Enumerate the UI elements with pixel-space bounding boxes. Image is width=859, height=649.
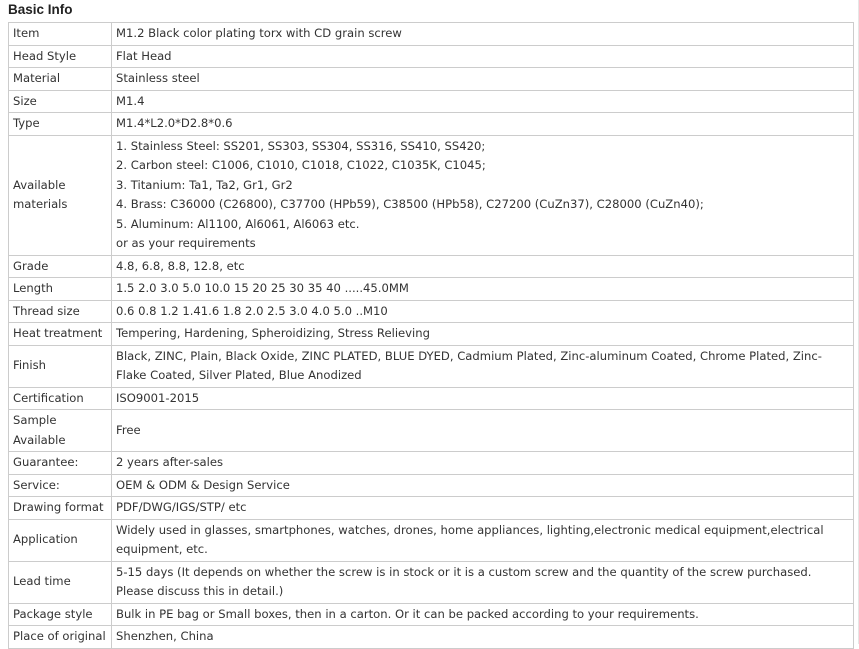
table-row-available-materials	[9, 135, 854, 255]
table-row-service	[9, 474, 854, 497]
table-row-certification	[9, 387, 854, 410]
table-row-item	[9, 23, 854, 46]
row-label: Material	[9, 68, 112, 91]
section-title: Basic Info	[8, 2, 73, 17]
row-value: 4.8, 6.8, 8.8, 12.8, etc	[112, 255, 854, 278]
row-value: Flat Head	[112, 45, 854, 68]
material-line: 3. Titanium: Ta1, Ta2, Gr1, Gr2	[116, 177, 293, 192]
row-label: Sample Available	[9, 410, 112, 452]
row-label: Thread size	[9, 300, 112, 323]
row-value: M1.2 Black color plating torx with CD grain screw	[112, 23, 854, 46]
table-row-size	[9, 90, 854, 113]
row-label: Heat treatment	[9, 323, 112, 346]
row-value: M1.4*L2.0*D2.8*0.6	[112, 113, 854, 136]
row-value: 5-15 days (It depends on whether the screw is in stock or it is a custom screw and the quantity of the screw purchased. Please discuss this in detail.)	[112, 561, 854, 603]
row-label: Finish	[9, 345, 112, 387]
basic-info-table	[8, 22, 854, 649]
table-row-application	[9, 519, 854, 561]
table-row-material	[9, 68, 854, 91]
row-label: Head Style	[9, 45, 112, 68]
row-value: Widely used in glasses, smartphones, watches, drones, home appliances, lighting,electronic medical equipment,electrical equipment, etc.	[112, 519, 854, 561]
row-label: Grade	[9, 255, 112, 278]
row-label: Length	[9, 278, 112, 301]
table-row-length	[9, 278, 854, 301]
row-value: Stainless steel	[112, 68, 854, 91]
material-line: 1. Stainless Steel: SS201, SS303, SS304, SS316, SS410, SS420;	[116, 138, 486, 153]
table-row-package-style	[9, 603, 854, 626]
row-value: 0.6 0.8 1.2 1.41.6 1.8 2.0 2.5 3.0 4.0 5.0 ..M10	[112, 300, 854, 323]
row-value: 1.5 2.0 3.0 5.0 10.0 15 20 25 30 35 40 .....45.0MM	[112, 278, 854, 301]
table-row-place-of-original	[9, 626, 854, 649]
row-value: M1.4	[112, 90, 854, 113]
table-row-head-style	[9, 45, 854, 68]
table-row-lead-time	[9, 561, 854, 603]
table-row-type	[9, 113, 854, 136]
row-value: Tempering, Hardening, Spheroidizing, Stress Relieving	[112, 323, 854, 346]
row-value: PDF/DWG/IGS/STP/ etc	[112, 497, 854, 520]
material-line: 4. Brass: C36000 (C26800), C37700 (HPb59), C38500 (HPb58), C27200 (CuZn37), C28000 (CuZn40);	[116, 197, 704, 211]
row-value	[112, 135, 854, 255]
table-row-sample-available	[9, 410, 854, 452]
row-label: Item	[9, 23, 112, 46]
row-label: Available materials	[9, 135, 112, 255]
table-row-thread-size	[9, 300, 854, 323]
table-row-guarantee	[9, 452, 854, 475]
table-row-grade	[9, 255, 854, 278]
row-label: Lead time	[9, 561, 112, 603]
table-row-finish	[9, 345, 854, 387]
table-row-drawing-format	[9, 497, 854, 520]
material-line: 2. Carbon steel: C1006, C1010, C1018, C1022, C1035K, C1045;	[116, 158, 486, 172]
row-label: Certification	[9, 387, 112, 410]
row-value: 2 years after-sales	[112, 452, 854, 475]
row-label: Type	[9, 113, 112, 136]
row-value: Bulk in PE bag or Small boxes, then in a carton. Or it can be packed according to your requirements.	[112, 603, 854, 626]
row-value: OEM & ODM & Design Service	[112, 474, 854, 497]
row-label: Place of original	[9, 626, 112, 649]
row-value: Shenzhen, China	[112, 626, 854, 649]
material-line: 5. Aluminum: Al1100, Al6061, Al6063 etc.	[116, 216, 360, 231]
row-value: Free	[112, 410, 854, 452]
row-label: Drawing format	[9, 497, 112, 520]
row-label: Package style	[9, 603, 112, 626]
row-label: Size	[9, 90, 112, 113]
row-label: Service:	[9, 474, 112, 497]
row-label: Guarantee:	[9, 452, 112, 475]
row-label: Application	[9, 519, 112, 561]
material-line: or as your requirements	[116, 236, 256, 250]
table-row-heat-treatment	[9, 323, 854, 346]
row-value: Black, ZINC, Plain, Black Oxide, ZINC PLATED, BLUE DYED, Cadmium Plated, Zinc-aluminum Coated, Chrome Plated, Zinc-Flake Coated, Silver Plated, Blue Anodized	[112, 345, 854, 387]
row-value: ISO9001-2015	[112, 387, 854, 410]
